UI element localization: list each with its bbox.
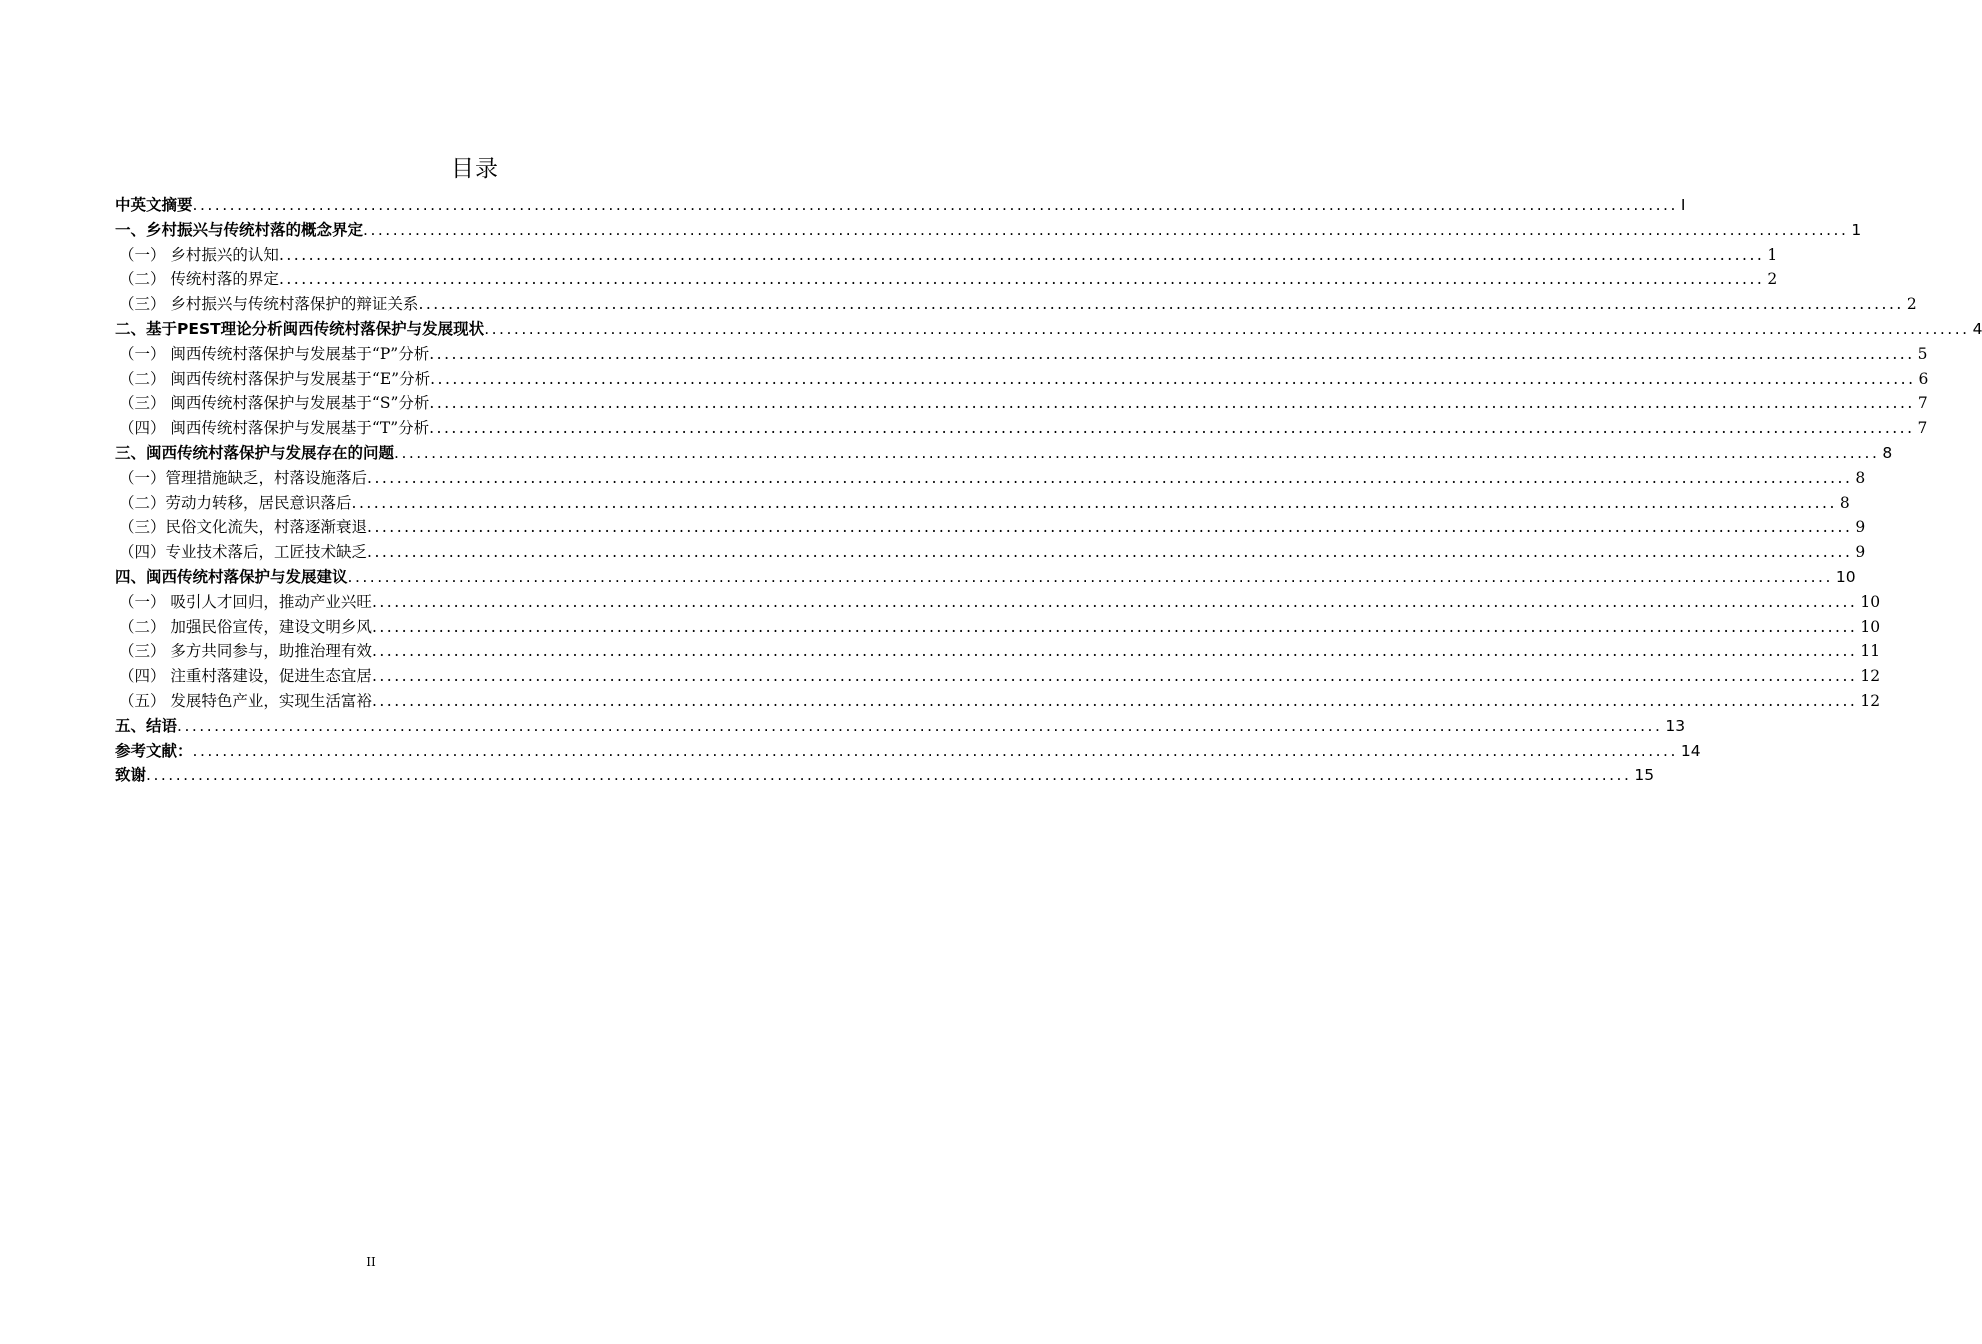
toc-entry-page-number: 8 <box>1855 468 1866 487</box>
toc-entry-page-number: 15 <box>1634 766 1655 785</box>
toc-dot-leader: ........................................................................................................................................................................................................ <box>177 716 1663 735</box>
toc-entry-page-number: 7 <box>1917 419 1928 438</box>
toc-dot-leader: ........................................................................................................................................................................................................ <box>367 468 1853 487</box>
toc-entry-label: （一）管理措施缺乏，村落设施落后 <box>119 468 368 487</box>
toc-entry[interactable] <box>115 391 1928 416</box>
toc-dot-leader: ........................................................................................................................................................................................................ <box>367 518 1853 537</box>
toc-entry-label: 一、乡村振兴与传统村落的概念界定 <box>115 220 364 239</box>
toc-entry-page-number: 1 <box>1767 245 1778 264</box>
toc-entry-page-number: 2 <box>1906 295 1917 314</box>
toc-entry-page-number: 10 <box>1860 617 1881 636</box>
toc-entry[interactable] <box>115 540 1866 565</box>
toc-entry-page-number: I <box>1680 196 1686 214</box>
toc-entry-page-number: 10 <box>1835 567 1856 586</box>
toc-dot-leader: ........................................................................................................................................................................................................ <box>367 543 1853 562</box>
toc-dot-leader: ........................................................................................................................................................................................................ <box>278 270 1765 289</box>
toc-dot-leader: ........................................................................................................................................................................................................ <box>371 667 1858 686</box>
toc-entry[interactable] <box>115 367 1929 392</box>
toc-dot-leader: ........................................................................................................................................................................................................ <box>351 493 1837 512</box>
toc-entry-page-number: 5 <box>1917 344 1928 363</box>
toc-entry-page-number: 12 <box>1860 691 1881 710</box>
toc-dot-leader: ........................................................................................................................................................................................................ <box>371 642 1858 661</box>
toc-dot-leader: ........................................................................................................................................................................................................ <box>371 691 1858 710</box>
toc-dot-leader: ........................................................................................................................................................................................................ <box>347 567 1833 586</box>
toc-entry-page-number: 9 <box>1855 518 1866 537</box>
toc-entry[interactable] <box>115 689 1881 714</box>
toc-entry[interactable] <box>115 714 1686 739</box>
toc-entry[interactable] <box>115 664 1881 689</box>
toc-entry[interactable] <box>115 466 1866 491</box>
toc-dot-leader: ........................................................................................................................................................................................................ <box>146 766 1632 785</box>
toc-entry-label: （二） 加强民俗宣传，建设文明乡风 <box>119 617 372 636</box>
toc-entry-label: （四） 注重村落建设，促进生态宜居 <box>119 667 372 686</box>
toc-entry[interactable] <box>115 218 1862 243</box>
toc-dot-leader: ........................................................................................................................................................................................................ <box>429 344 1915 363</box>
toc-entry[interactable] <box>115 739 1701 764</box>
toc-entry[interactable] <box>115 615 1881 640</box>
toc-entry-label: 三、闽西传统村落保护与发展存在的问题 <box>115 443 395 462</box>
toc-entry[interactable] <box>115 267 1778 292</box>
toc-entry-label: （三） 闽西传统村落保护与发展基于“S”分析 <box>119 394 430 413</box>
toc-entry-page-number: 6 <box>1918 369 1929 388</box>
toc-dot-leader: ........................................................................................................................................................................................................ <box>430 369 1916 388</box>
toc-entry-page-number: 2 <box>1767 270 1778 289</box>
table-of-contents <box>115 193 1982 788</box>
page-number: II <box>366 1255 376 1269</box>
toc-entry[interactable] <box>115 292 1917 317</box>
toc-entry-page-number: 9 <box>1855 543 1866 562</box>
toc-entry-page-number: 12 <box>1860 667 1881 686</box>
toc-entry-label: （一） 吸引人才回归，推动产业兴旺 <box>119 592 372 611</box>
toc-entry-label: 五、结语 <box>115 716 178 735</box>
toc-dot-leader: ........................................................................................................................................................................................................ <box>192 741 1678 760</box>
toc-dot-leader: ........................................................................................................................................................................................................ <box>394 443 1880 462</box>
toc-entry-label: （三） 乡村振兴与传统村落保护的辩证关系 <box>119 295 419 314</box>
toc-entry-label: （三）民俗文化流失，村落逐渐衰退 <box>119 518 368 537</box>
toc-dot-leader: ........................................................................................................................................................................................................ <box>371 617 1858 636</box>
toc-entry-label: 参考文献： <box>115 741 193 760</box>
toc-entry[interactable] <box>115 763 1655 788</box>
toc-entry-label: （二） 传统村落的界定 <box>119 270 279 289</box>
toc-entry-label: 致谢 <box>115 766 147 785</box>
toc-entry-label: （五） 发展特色产业，实现生活富裕 <box>119 691 372 710</box>
toc-dot-leader: ........................................................................................................................................................................................................ <box>363 220 1849 239</box>
toc-entry[interactable] <box>115 441 1893 466</box>
toc-entry[interactable] <box>115 639 1881 664</box>
toc-dot-leader: ........................................................................................................................................................................................................ <box>429 394 1915 413</box>
toc-dot-leader: ........................................................................................................................................................................................................ <box>418 295 1904 314</box>
page-title: 目录 <box>451 156 499 182</box>
toc-dot-leader: ........................................................................................................................................................................................................ <box>484 319 1970 338</box>
toc-entry-page-number: 1 <box>1851 220 1862 239</box>
toc-entry-label: 四、闽西传统村落保护与发展建议 <box>115 567 348 586</box>
toc-entry-page-number: 11 <box>1860 642 1881 661</box>
toc-entry[interactable] <box>115 491 1850 516</box>
toc-entry-label: （一） 乡村振兴的认知 <box>119 245 279 264</box>
toc-entry[interactable] <box>115 416 1928 441</box>
toc-entry-label: （三） 多方共同参与，助推治理有效 <box>119 642 372 661</box>
toc-entry-label: 二、基于PEST理论分析闽西传统村落保护与发展现状 <box>115 319 485 338</box>
toc-entry[interactable] <box>115 193 1686 218</box>
toc-entry-page-number: 4 <box>1972 319 1982 338</box>
toc-dot-leader: ........................................................................................................................................................................................................ <box>192 196 1678 214</box>
toc-dot-leader: ........................................................................................................................................................................................................ <box>278 245 1765 264</box>
toc-entry-label: （四）专业技术落后，工匠技术缺乏 <box>119 543 368 562</box>
toc-entry-label: （二） 闽西传统村落保护与发展基于“E”分析 <box>119 369 431 388</box>
toc-dot-leader: ........................................................................................................................................................................................................ <box>429 419 1915 438</box>
toc-entry-label: 中英文摘要 <box>115 196 193 214</box>
toc-entry-label: （一） 闽西传统村落保护与发展基于“P”分析 <box>119 344 430 363</box>
toc-entry-page-number: 8 <box>1882 443 1893 462</box>
toc-entry[interactable] <box>115 342 1928 367</box>
toc-entry-page-number: 13 <box>1665 716 1686 735</box>
toc-entry[interactable] <box>115 243 1778 268</box>
toc-entry-page-number: 10 <box>1860 592 1881 611</box>
toc-dot-leader: ........................................................................................................................................................................................................ <box>371 592 1858 611</box>
toc-entry-page-number: 14 <box>1680 741 1701 760</box>
toc-entry[interactable] <box>115 515 1866 540</box>
toc-entry[interactable] <box>115 565 1856 590</box>
toc-entry[interactable] <box>115 317 1982 342</box>
toc-entry[interactable] <box>115 590 1881 615</box>
toc-entry-label: （二）劳动力转移，居民意识落后 <box>119 493 352 512</box>
toc-entry-page-number: 7 <box>1917 394 1928 413</box>
toc-entry-label: （四） 闽西传统村落保护与发展基于“T”分析 <box>119 419 430 438</box>
toc-entry-page-number: 8 <box>1839 493 1850 512</box>
